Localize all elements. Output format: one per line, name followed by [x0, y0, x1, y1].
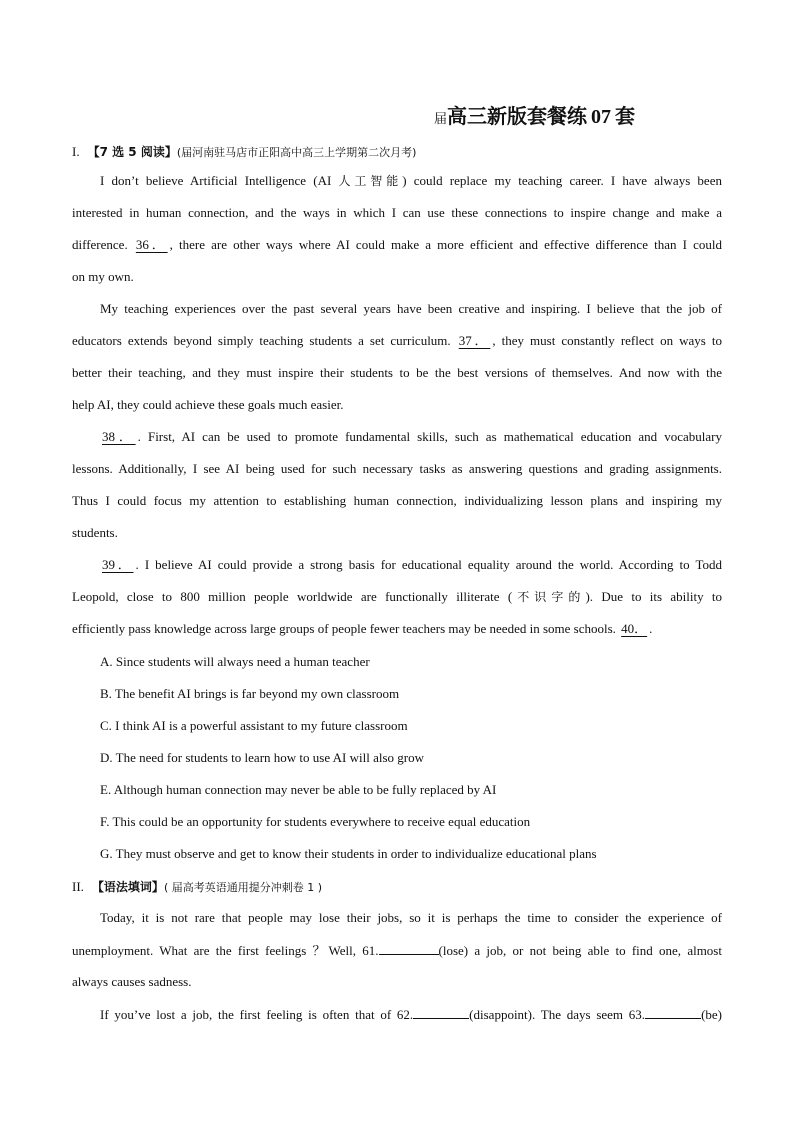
- p1-line-2: interested in human connection, and the ways in which I can use these connections to inspire change and make a: [72, 205, 722, 220]
- s2-p1-l2-text-b: (lose) a job, or not being able to find one, almost: [438, 943, 722, 958]
- title-number: 07: [591, 106, 612, 128]
- blank-62[interactable]: [413, 1006, 469, 1019]
- blank-40[interactable]: 40．: [621, 621, 648, 636]
- s2-p1-line-1: Today, it is not rare that people may lose their jobs, so it is perhaps the time to consider the experience of: [100, 910, 722, 925]
- blank-36[interactable]: 36．: [135, 237, 168, 252]
- section-1-heading: [72, 143, 416, 160]
- p1-l1-text-b: ) could replace my teaching career. I have always been: [402, 173, 722, 188]
- p3-line-4: students.: [72, 525, 118, 540]
- page-title: [434, 100, 635, 129]
- section-2-label: 【语法填词】: [91, 880, 164, 894]
- s2-p2-l1-text-b: (disappoint). The days seem 63.: [469, 1007, 646, 1022]
- p4-l2-cjk: 不识字的: [512, 590, 586, 604]
- s2-p1-l2-text-a: unemployment. What are the first feelings ？Well, 61.: [72, 943, 379, 958]
- blank-63[interactable]: [645, 1006, 701, 1019]
- p1-line-3: [72, 237, 722, 253]
- section-1-source: (届河南驻马店市正阳高中高三上学期第二次月考): [176, 146, 417, 159]
- title-suffix: 套: [615, 104, 636, 128]
- s2-p2-l1-text-a: If you’ve lost a job, the first feeling is often that of 62.: [100, 1007, 414, 1022]
- p1-line-4: on my own.: [72, 269, 134, 284]
- s2-p2-line-1: [100, 1006, 722, 1023]
- p3-line-3: Thus I could focus my attention to establishing human connection, individualizing lesson plans and inspiring my: [72, 493, 722, 508]
- p4-line-3: [72, 621, 722, 637]
- s2-p1-line-3: always causes sadness.: [72, 974, 192, 989]
- p4-line-1: [100, 557, 722, 573]
- p3-line-1: [100, 429, 722, 445]
- p4-l1-text-b: . I believe AI could provide a strong basis for educational equality around the world. According to Todd: [135, 557, 722, 572]
- blank-39[interactable]: 39．: [102, 557, 134, 572]
- p4-l3-text-a: efficiently pass knowledge across large groups of people fewer teachers may be needed in some schools.: [72, 621, 620, 636]
- p2-line-1: My teaching experiences over the past several years have been creative and inspiring. I believe that the job of: [100, 301, 722, 316]
- blank-37[interactable]: 37．: [458, 333, 491, 348]
- option-e[interactable]: E. Although human connection may never be able to be fully replaced by AI: [100, 782, 497, 797]
- option-g[interactable]: G. They must observe and get to know their students in order to individualize educational plans: [100, 846, 597, 861]
- p4-l2-text-a: Leopold, close to 800 million people worldwide are functionally illiterate (: [72, 589, 513, 604]
- p2-line-2: [72, 333, 722, 349]
- option-d[interactable]: D. The need for students to learn how to use AI will also grow: [100, 750, 424, 765]
- option-c[interactable]: C. I think AI is a powerful assistant to my future classroom: [100, 718, 408, 733]
- p2-l2-text-a: educators extends beyond simply teaching students a set curriculum.: [72, 333, 457, 348]
- title-prefix: 届: [434, 111, 448, 126]
- p3-line-2: lessons. Additionally, I see AI being used for such necessary tasks as answering questions and grading assignments.: [72, 461, 722, 476]
- p1-l1-text-a: I don’t believe Artificial Intelligence (AI: [100, 173, 339, 188]
- p1-l3-text-a: difference.: [72, 237, 134, 252]
- p4-line-2: [72, 589, 722, 605]
- section-2-numeral: II.: [72, 879, 84, 894]
- section-1-numeral: I.: [72, 144, 80, 159]
- p4-l3-text-b: .: [649, 621, 653, 636]
- p1-line-1: [100, 173, 722, 189]
- p1-l3-text-b: , there are other ways where AI could make a more efficient and effective difference than I could: [169, 237, 722, 252]
- s2-p1-line-2: [72, 942, 722, 959]
- option-b[interactable]: B. The benefit AI brings is far beyond my own classroom: [100, 686, 400, 701]
- p3-l1-text-b: . First, AI can be used to promote fundamental skills, such as mathematical education and vocabulary: [137, 429, 722, 444]
- section-1-label: 【7 选 5 阅读】: [87, 145, 177, 159]
- section-2-source: ( 届高考英语通用提分冲刺卷 1 ): [163, 881, 323, 894]
- blank-61[interactable]: [379, 942, 439, 955]
- s2-p2-l1-text-c: (be): [701, 1007, 722, 1022]
- p4-l2-text-b: ). Due to its ability to: [585, 589, 722, 604]
- p1-l1-cjk: 人工智能: [338, 174, 403, 188]
- title-main: 高三新版套餐练: [447, 104, 588, 128]
- p2-line-4: help AI, they could achieve these goals much easier.: [72, 397, 344, 412]
- option-a[interactable]: A. Since students will always need a human teacher: [100, 654, 370, 669]
- section-2-heading: [72, 878, 322, 895]
- p2-l2-text-b: , they must constantly reflect on ways to: [492, 333, 722, 348]
- option-f[interactable]: F. This could be an opportunity for students everywhere to receive equal education: [100, 814, 531, 829]
- p2-line-3: better their teaching, and they must inspire their students to be the best versions of themselves. And now with the: [72, 365, 722, 380]
- blank-38[interactable]: 38．: [102, 429, 136, 444]
